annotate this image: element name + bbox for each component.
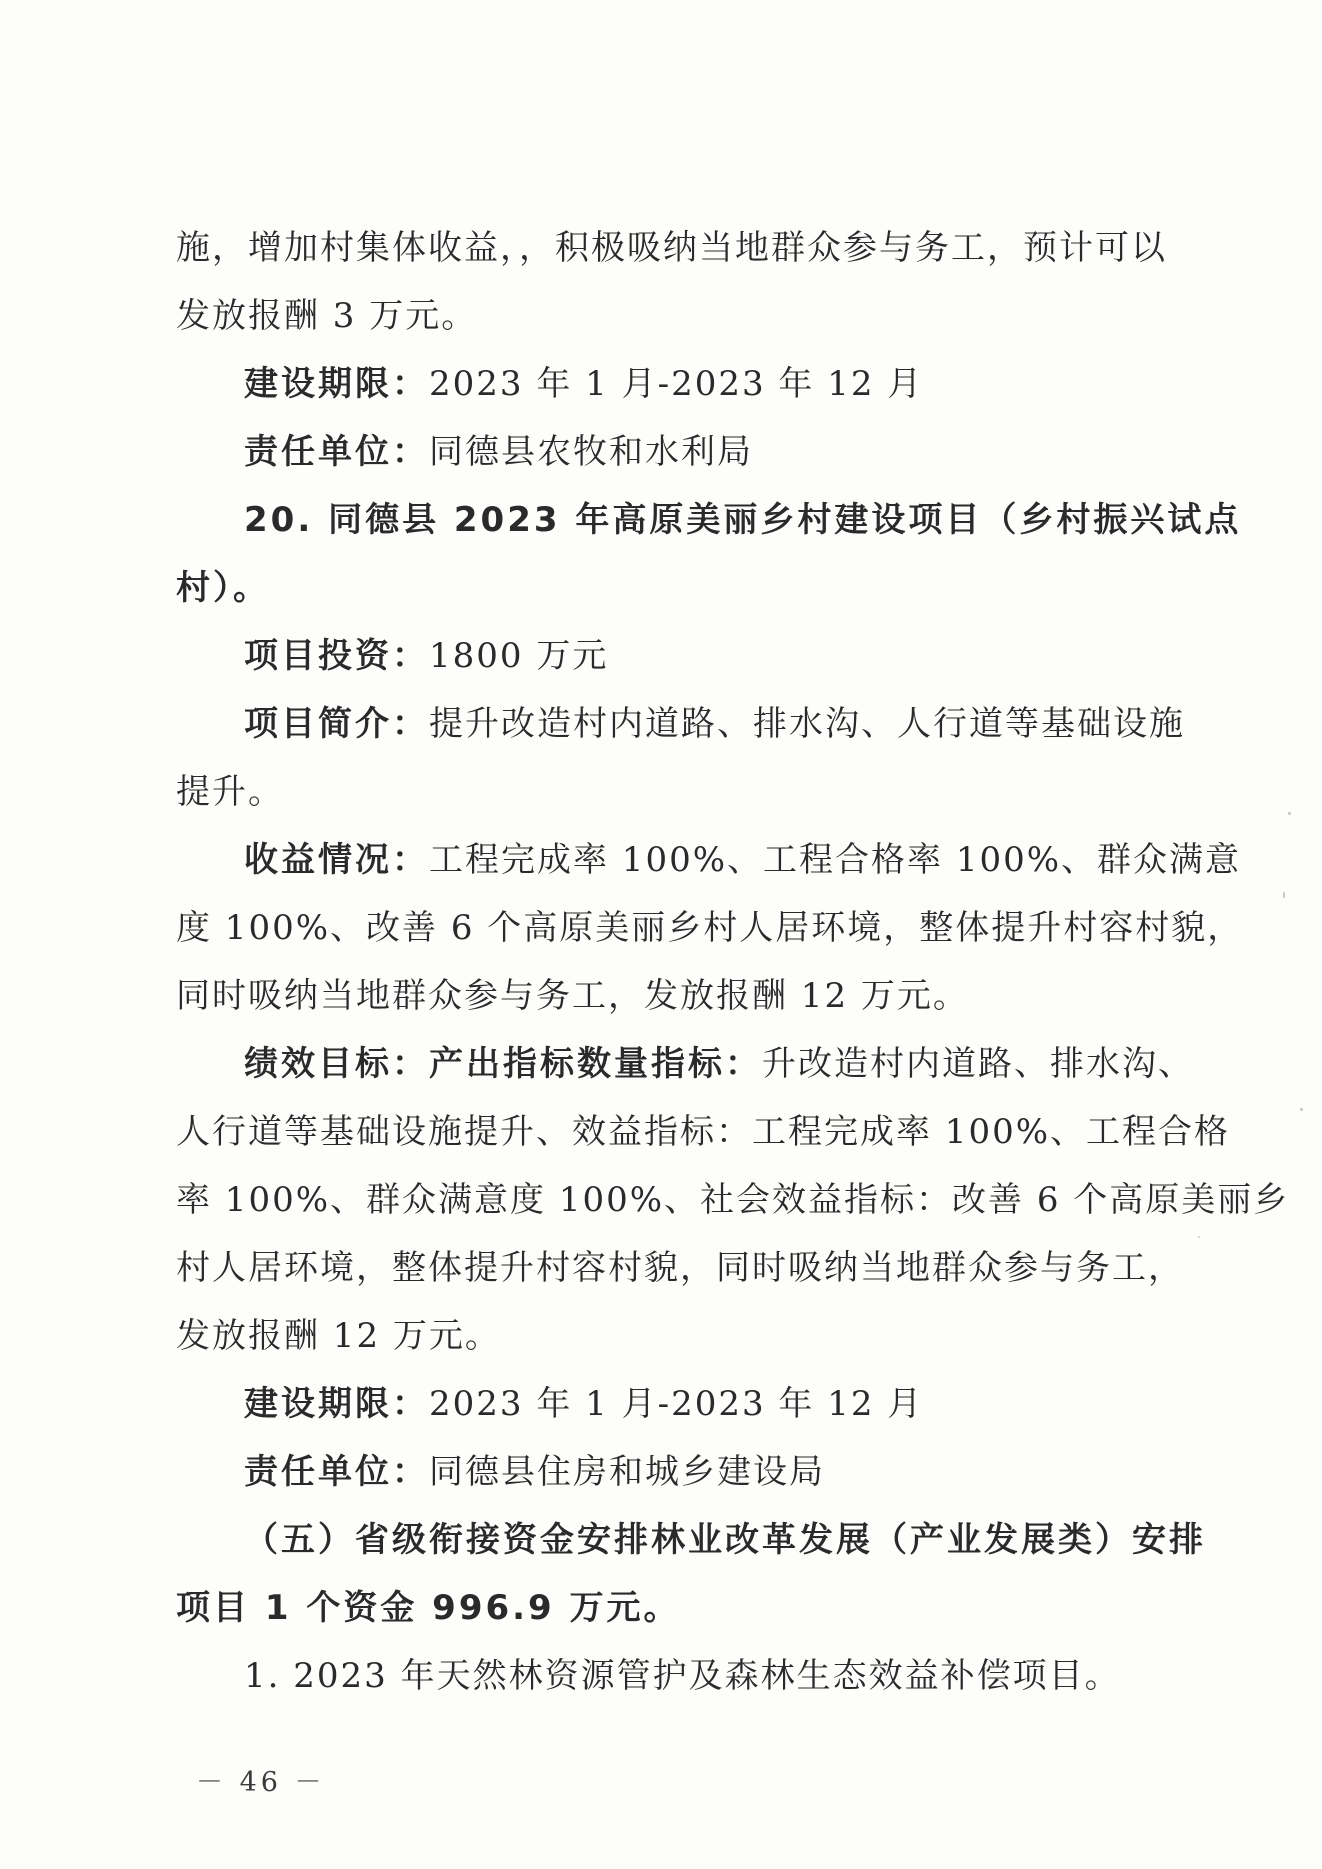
construction-period-line [176,1384,1146,1424]
project-heading: 村）。 [176,568,270,608]
project-summary-line [176,704,1185,744]
field-label: 建设期限： [244,364,429,404]
paragraph-line [176,228,1167,268]
paragraph-line [176,1316,1146,1356]
paragraph-line [176,772,1146,812]
body-text: 度 100%、改善 6 个高原美丽乡村人居环境，整体提升村容村貌， [176,908,1244,948]
field-label: 绩效目标： [244,1044,429,1084]
project-investment-line [176,636,1146,676]
field-value: 2023 年 1 月-2023 年 12 月 [429,1384,924,1424]
body-text: 人行道等基础设施提升、效益指标：工程完成率 100%、工程合格 [176,1112,1231,1152]
project-item-line [176,1656,1146,1696]
body-text: 同时吸纳当地群众参与务工，发放报酬 12 万元。 [176,976,969,1016]
scan-speck [1300,1108,1303,1111]
field-label: 建设期限： [244,1384,429,1424]
field-value: 提升改造村内道路、排水沟、人行道等基础设施 [429,704,1185,744]
scan-speck [1198,1236,1200,1238]
field-value: 升改造村内道路、排水沟、 [762,1044,1194,1084]
construction-period-line [176,364,1146,404]
field-label: 责任单位： [244,1452,429,1492]
paragraph-line [176,1248,1184,1288]
body-text: 村人居环境，整体提升村容村貌，同时吸纳当地群众参与务工， [176,1248,1184,1288]
field-value: 同德县住房和城乡建设局 [429,1452,825,1492]
section-heading-line [176,1520,1206,1560]
project-heading: 20. 同德县 2023 年高原美丽乡村建设项目（乡村振兴试点 [244,500,1242,540]
paragraph-line [176,908,1244,948]
field-value: 2023 年 1 月-2023 年 12 月 [429,364,924,404]
body-text: 1. 2023 年天然林资源管护及森林生态效益补偿项目。 [244,1656,1121,1696]
responsible-unit-line [176,1452,1146,1492]
field-label: 项目简介： [244,704,429,744]
field-sublabel: 产出指标数量指标： [429,1044,762,1084]
field-value: 工程完成率 100%、工程合格率 100%、群众满意 [429,840,1242,880]
field-value: 同德县农牧和水利局 [429,432,753,472]
section-heading-line [176,1588,1146,1628]
body-text: 发放报酬 3 万元。 [176,296,478,336]
scan-speck [1283,892,1285,898]
field-label: 收益情况： [244,840,429,880]
paragraph-line [176,296,1146,336]
body-text: 施，增加村集体收益，，积极吸纳当地群众参与务工，预计可以 [176,228,1167,268]
project-heading-line [176,568,1146,608]
field-label: 责任单位： [244,432,429,472]
body-text: 发放报酬 12 万元。 [176,1316,501,1356]
page-number: － 46 － [196,1767,326,1798]
document-body [176,228,1290,1696]
paragraph-line [176,976,1146,1016]
benefit-line [176,840,1242,880]
scan-speck [1288,812,1291,815]
body-text: 率 100%、群众满意度 100%、社会效益指标：改善 6 个高原美丽乡 [176,1180,1290,1220]
project-heading-line [176,500,1242,540]
section-heading: 项目 1 个资金 996.9 万元。 [176,1588,681,1628]
field-label: 项目投资： [244,636,429,676]
paragraph-line [176,1180,1290,1220]
body-text: 提升。 [176,772,284,812]
performance-target-line [176,1044,1194,1084]
field-value: 1800 万元 [429,636,609,676]
paragraph-line [176,1112,1231,1152]
responsible-unit-line [176,432,1146,472]
section-heading: （五）省级衔接资金安排林业改革发展（产业发展类）安排 [244,1520,1206,1560]
